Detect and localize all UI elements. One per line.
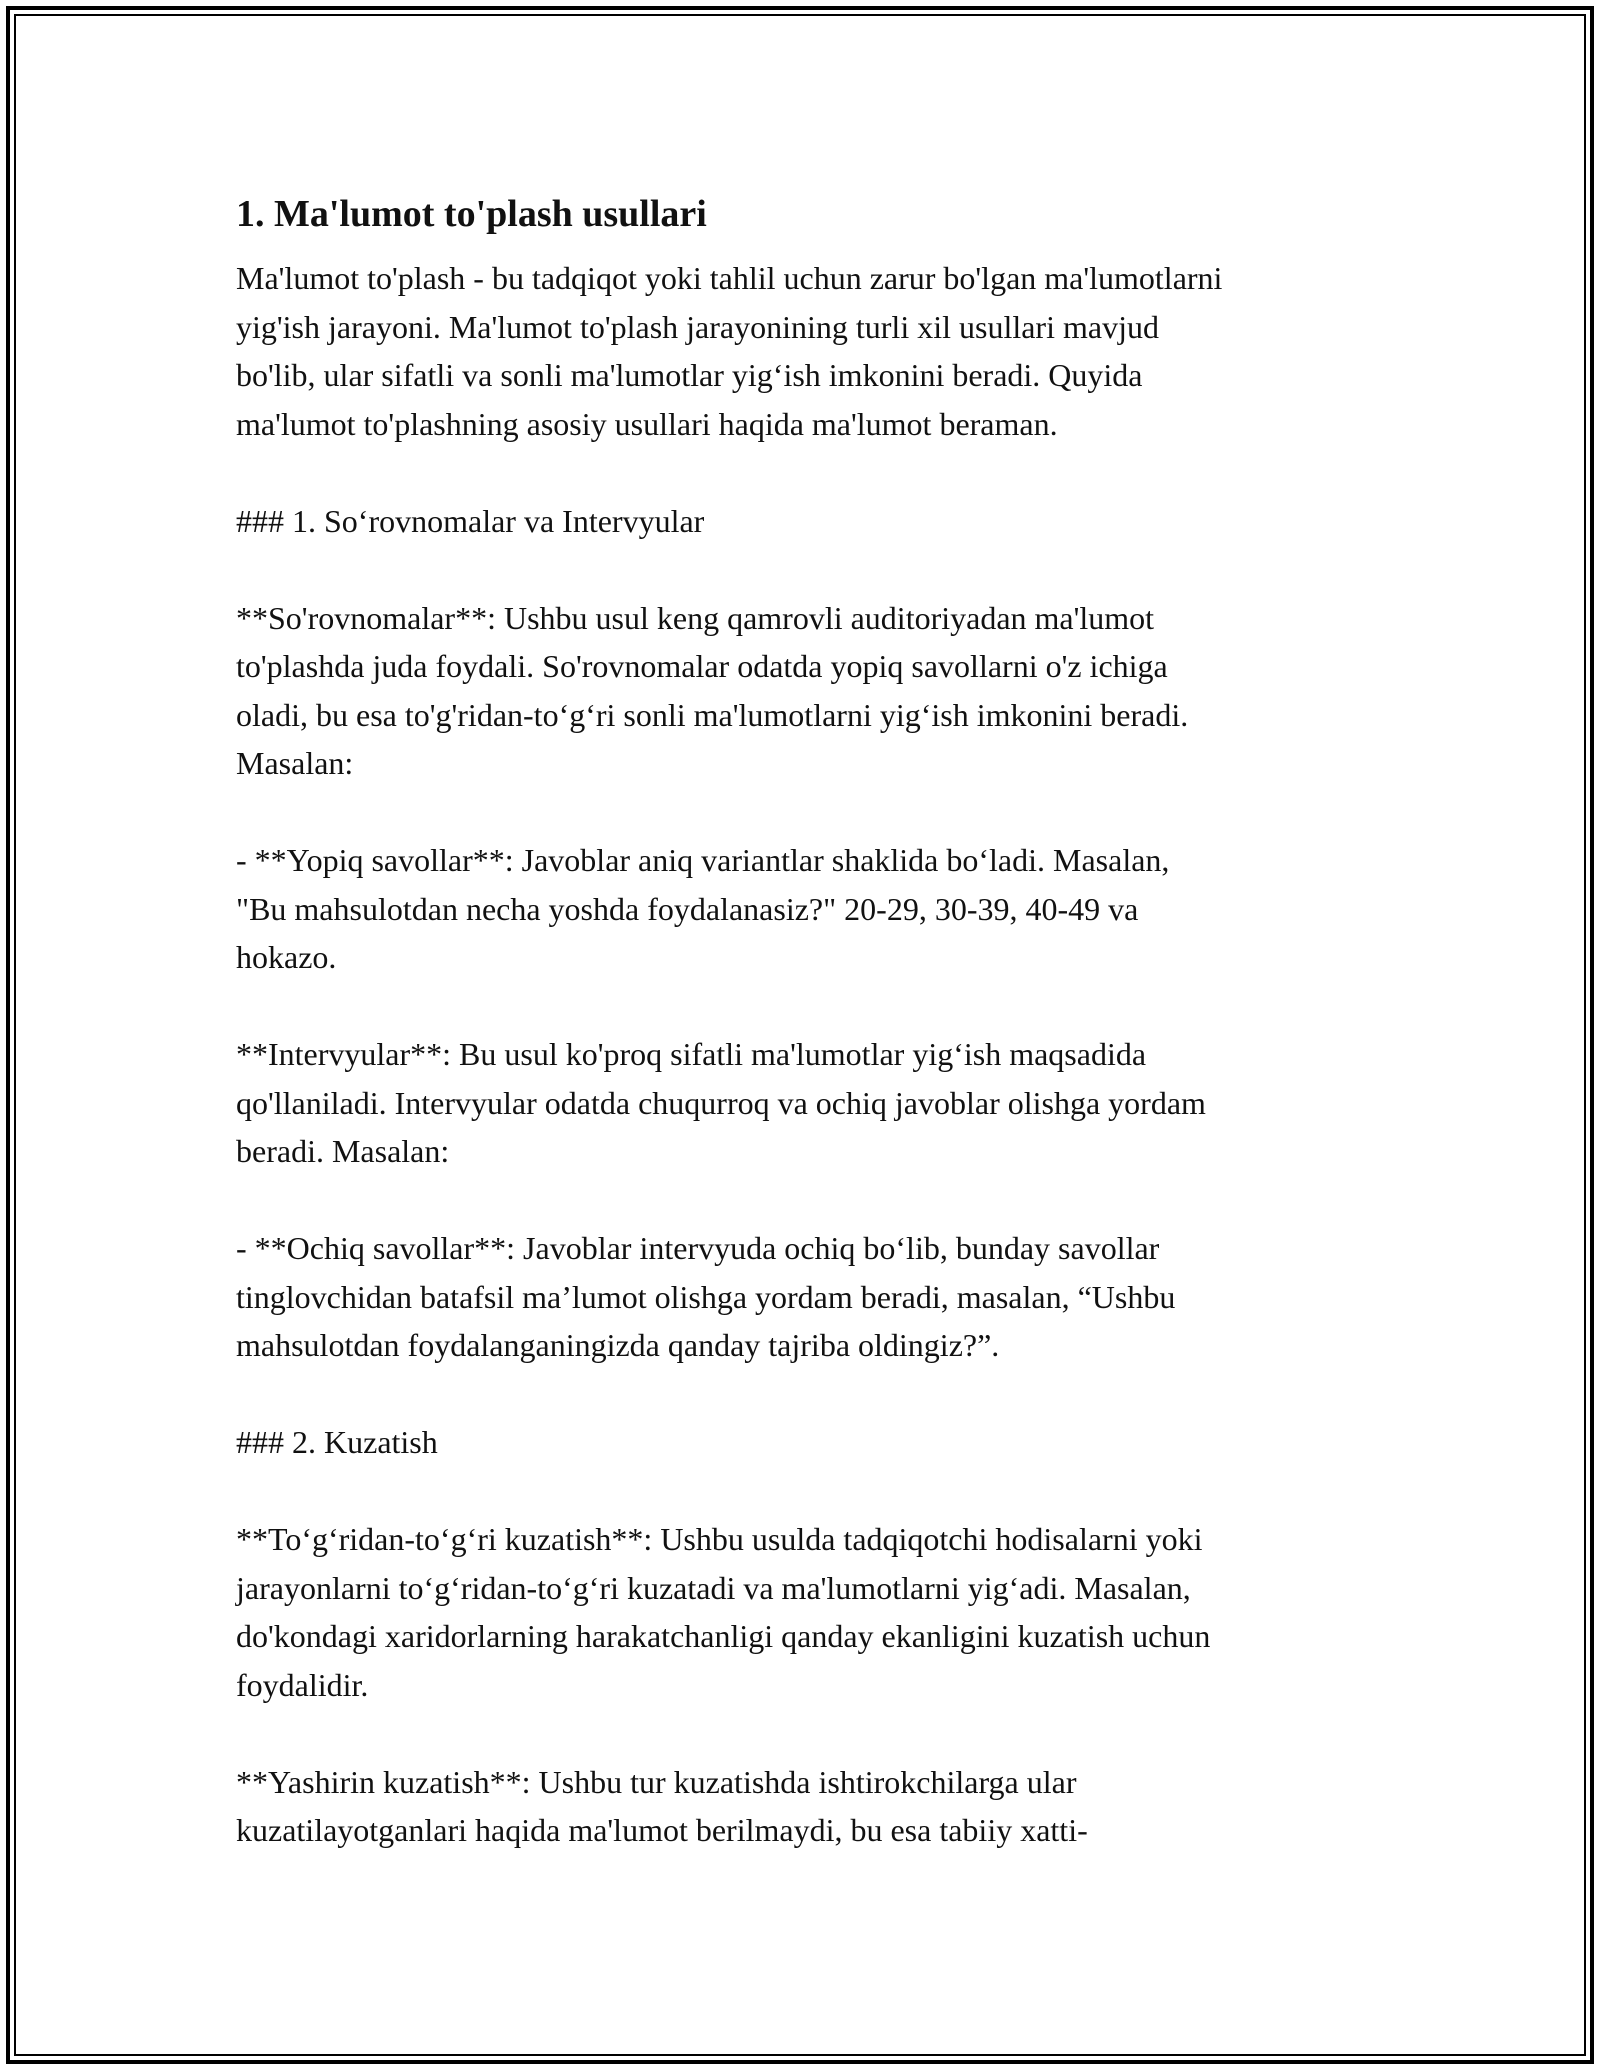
section-heading-surveys: ### 1. So‘rovnomalar va Intervyular [236,502,705,539]
paragraph-hidden-observation: **Yashirin kuzatish**: Ushbu tur kuzatishda ishtirokchilarga ular kuzatilayotganlari haqida ma'lumot berilmaydi, bu esa tabiiy xatti- [236,1763,1088,1848]
paragraph-interviews: **Intervyular**: Bu usul ko'proq sifatli ma'lumotlar yig‘ish maqsadida qo'llaniladi. Intervyular odatda chuqurroq va ochiq javoblar olishga yordam beradi. Masalan: [236,1036,1206,1169]
document-body [236,188,1376,1855]
paragraph-surveys: **So'rovnomalar**: Ushbu usul keng qamrovli auditoriyadan ma'lumot to'plashda juda foydali. So'rovnomalar odatda yopiq savollarni o'z ichiga oladi, bu esa to'g'ridan-to‘g‘ri sonli ma'lumotlarni yig‘ish imkonini beradi. Masalan: [236,599,1189,781]
document-heading: 1. Ma'lumot to'plash usullari [236,193,707,235]
list-item-open-questions: - **Ochiq savollar**: Javoblar intervyuda ochiq bo‘lib, bunday savollar tinglovchidan batafsil ma’lumot olishga yordam beradi, masalan, “Ushbu mahsulotdan foydalanganingizda qanday tajriba oldingiz?”. [236,1230,1176,1363]
intro-paragraph: Ma'lumot to'plash - bu tadqiqot yoki tahlil uchun zarur bo'lgan ma'lumotlarni yig'ish jarayoni. Ma'lumot to'plash jarayonining turli xil usullari mavjud bo'lib, ular sifatli va sonli ma'lumotlar yig‘ish imkonini beradi. Quyida ma'lumot to'plashning asosiy usullari haqida ma'lumot beraman. [236,260,1223,442]
list-item-closed-questions: - **Yopiq savollar**: Javoblar aniq variantlar shaklida bo‘ladi. Masalan, "Bu mahsulotdan necha yoshda foydalanasiz?" 20-29, 30-39, 40-49 va hokazo. [236,842,1170,975]
paragraph-direct-observation: **To‘g‘ridan-to‘g‘ri kuzatish**: Ushbu usulda tadqiqotchi hodisalarni yoki jarayonlarni to‘g‘ridan-to‘g‘ri kuzatadi va ma'lumotlarni yig‘adi. Masalan, do'kondagi xaridorlarning harakatchanligi qanday ekanligini kuzatish uchun foydalidir. [236,1521,1211,1703]
section-heading-observation: ### 2. Kuzatish [236,1424,438,1460]
